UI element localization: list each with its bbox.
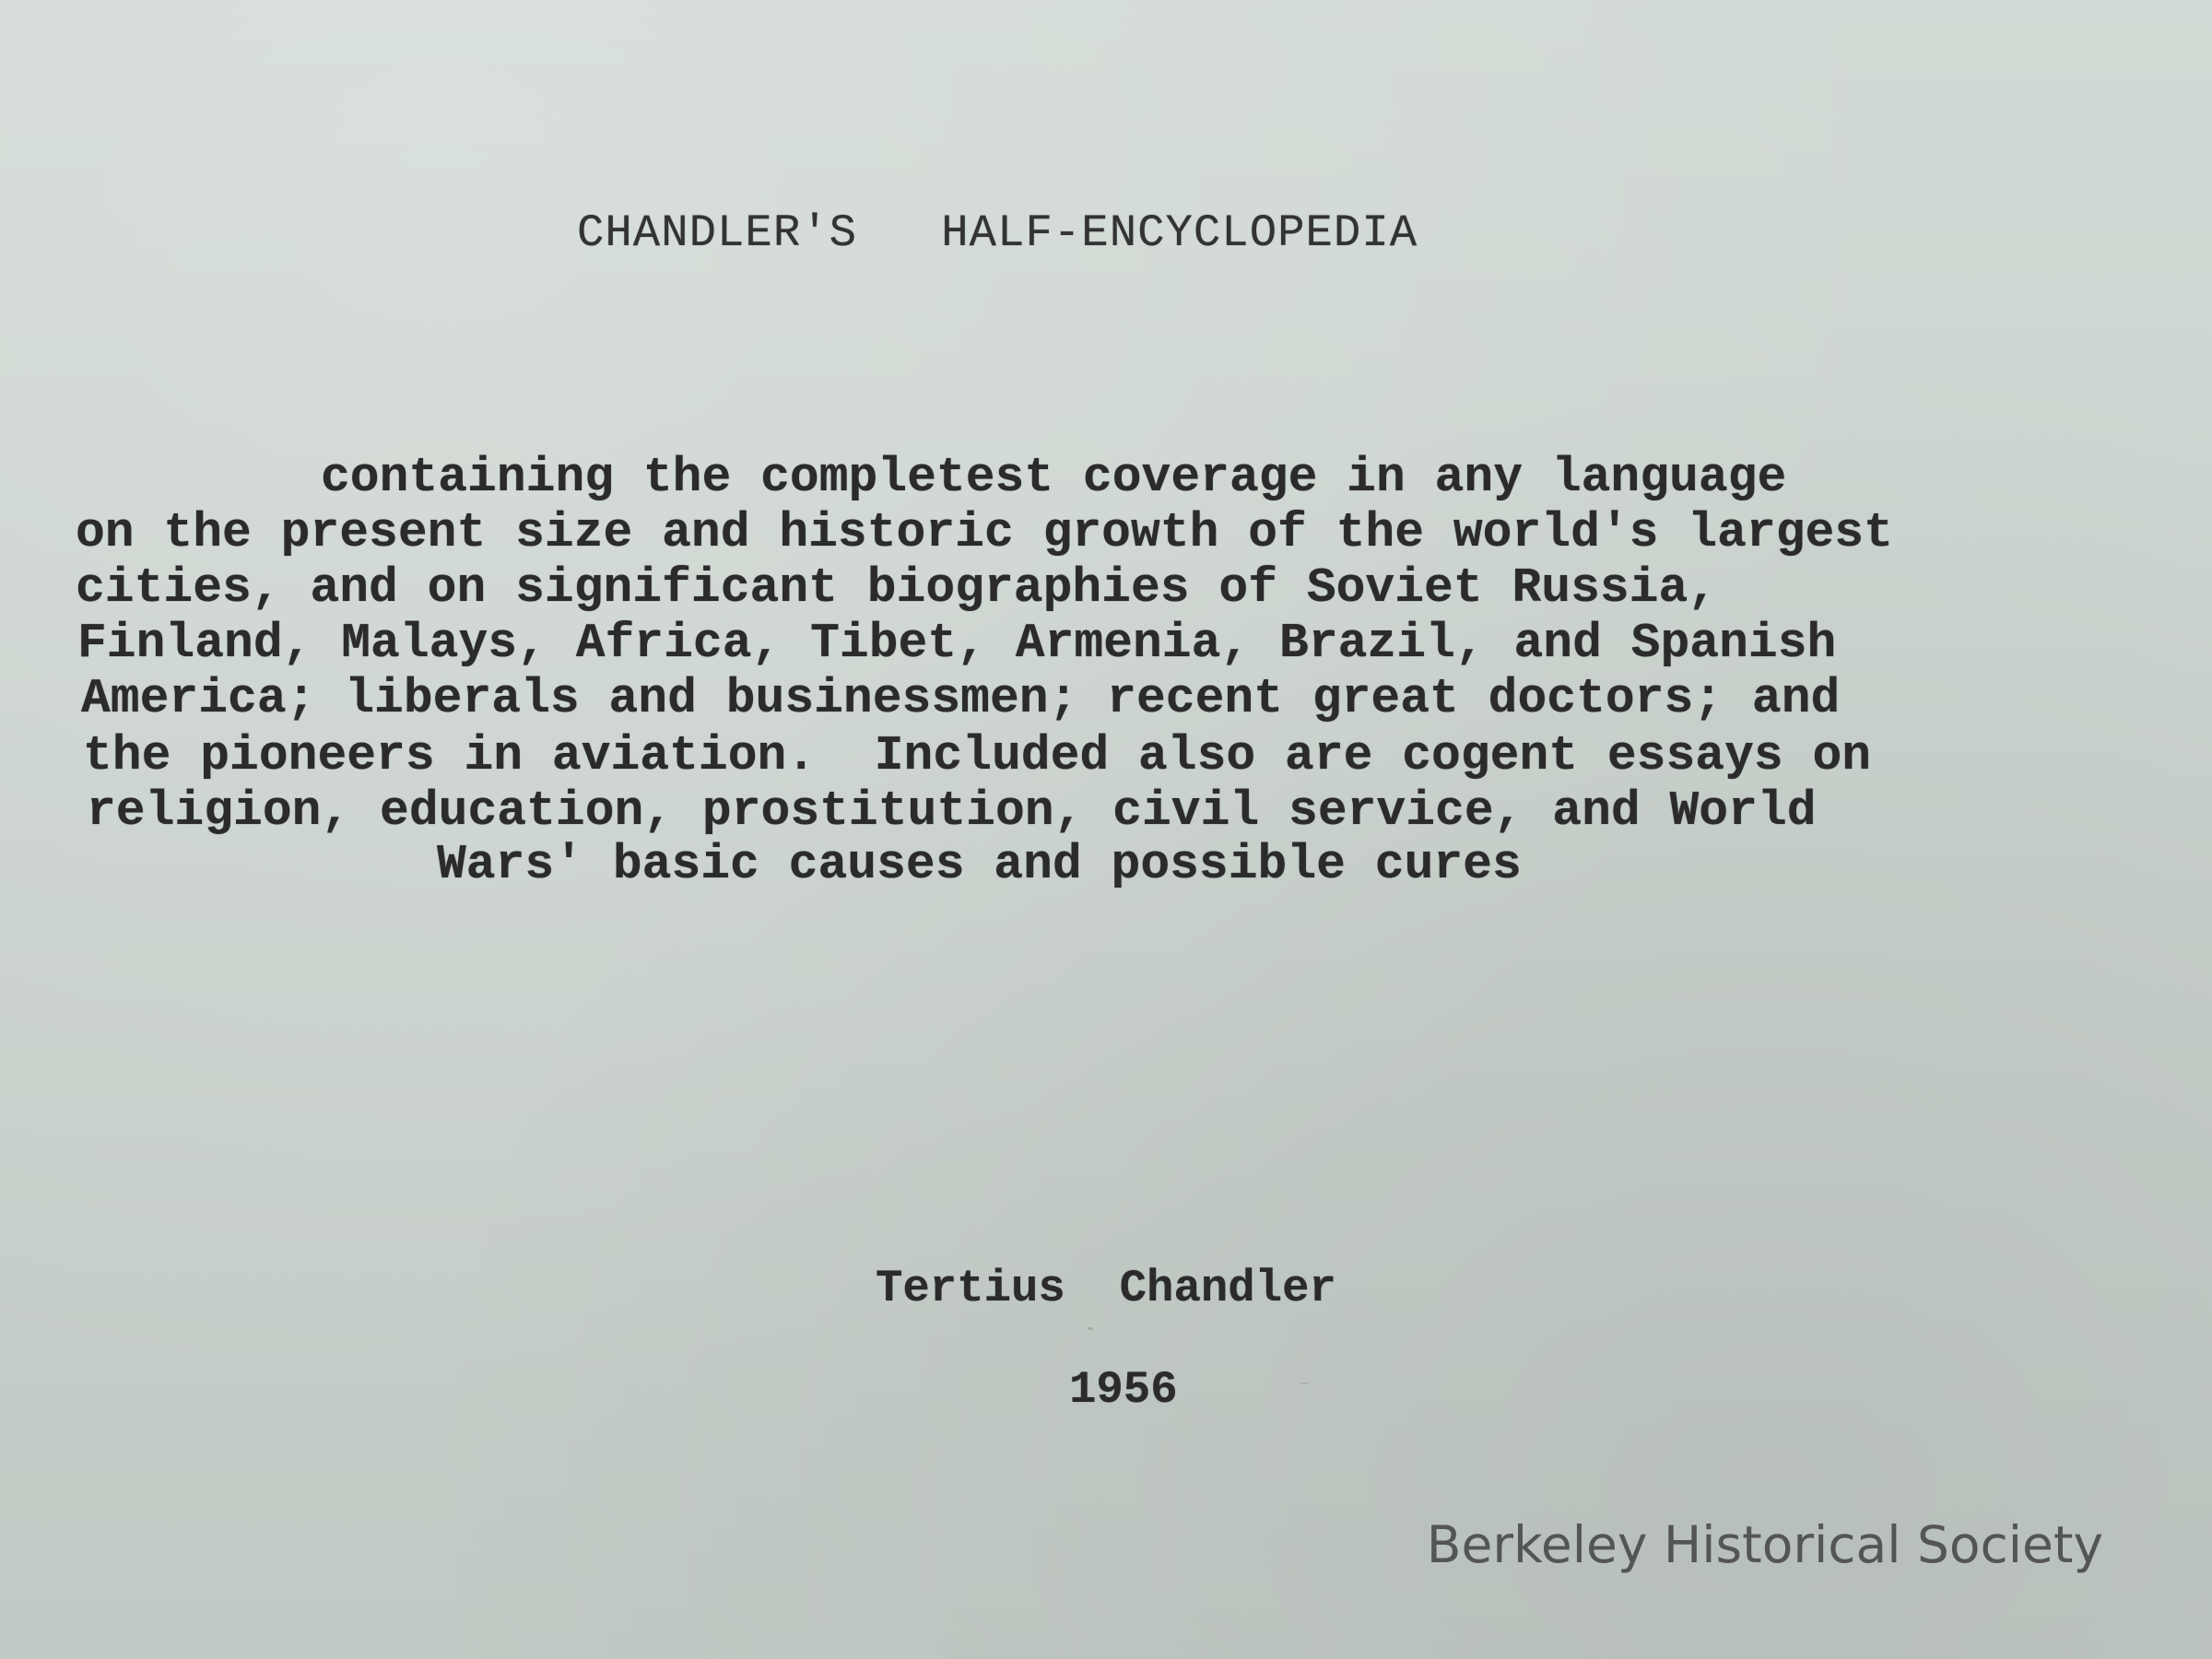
body-line: cities, and on significant biographies of Soviet Russia, <box>76 560 1718 616</box>
body-line: America; liberals and businessmen; recent great doctors; and <box>81 671 1841 726</box>
body-line: religion, education, prostitution, civil service, and World <box>87 783 1817 839</box>
body-line: Finland, Malays, Africa, Tibet, Armenia, Brazil, and Spanish <box>77 616 1837 671</box>
paper-speck <box>1300 1382 1309 1384</box>
publication-year: 1956 <box>1069 1364 1178 1416</box>
paper-speck <box>1088 1327 1093 1330</box>
body-line: on the present size and historic growth of the world's largest <box>76 505 1893 560</box>
body-line: Wars' basic causes and possible cures <box>437 837 1522 892</box>
body-line: containing the completest coverage in any language <box>321 450 1787 505</box>
author-name: Tertius Chandler <box>876 1263 1336 1314</box>
watermark-text: Berkeley Historical Society <box>1426 1515 2103 1574</box>
document-title: CHANDLER'S HALF-ENCYCLOPEDIA <box>577 207 1418 259</box>
body-line: the pioneers in aviation. Included also are cogent essays on <box>83 728 1872 783</box>
